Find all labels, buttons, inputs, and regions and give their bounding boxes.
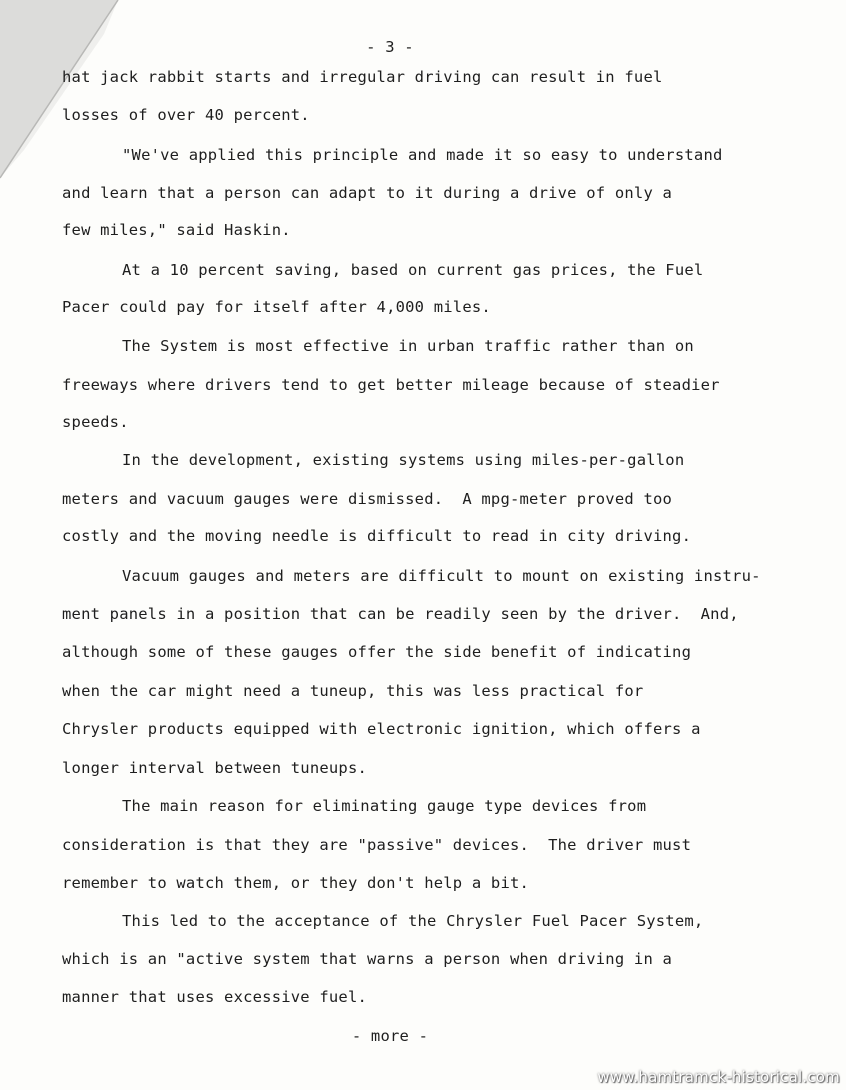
- more-footer: - more -: [351, 1027, 429, 1045]
- text-line: few miles," said Haskin.: [62, 221, 291, 239]
- text-line: which is an "active system that warns a person when driving in a: [62, 950, 673, 968]
- page-number: - 3 -: [366, 38, 414, 56]
- text-line: "We've applied this principle and made it so easy to understand: [122, 146, 723, 164]
- text-line: The System is most effective in urban traffic rather than on: [122, 337, 694, 355]
- text-line: In the development, existing systems using miles-per-gallon: [122, 451, 685, 469]
- text-line: remember to watch them, or they don't help a bit.: [62, 874, 530, 892]
- text-line: At a 10 percent saving, based on current gas prices, the Fuel: [122, 261, 704, 279]
- text-line: The main reason for eliminating gauge type devices from: [122, 797, 647, 815]
- text-line: longer interval between tuneups.: [62, 759, 368, 777]
- text-line: losses of over 40 percent.: [62, 106, 310, 124]
- text-line: costly and the moving needle is difficult to read in city driving.: [62, 527, 692, 545]
- text-line: although some of these gauges offer the side benefit of indicating: [62, 643, 692, 661]
- text-line: manner that uses excessive fuel.: [62, 988, 368, 1006]
- text-line: Vacuum gauges and meters are difficult to mount on existing instru-: [122, 567, 761, 585]
- text-line: ment panels in a position that can be readily seen by the driver. And,: [62, 605, 739, 623]
- text-line: Pacer could pay for itself after 4,000 miles.: [62, 298, 491, 316]
- text-line: consideration is that they are "passive" devices. The driver must: [62, 836, 692, 854]
- site-watermark: www.hamtramck-historical.com: [597, 1068, 840, 1086]
- text-line: and learn that a person can adapt to it during a drive of only a: [62, 184, 673, 202]
- text-line: Chrysler products equipped with electronic ignition, which offers a: [62, 720, 701, 738]
- text-line: hat jack rabbit starts and irregular driving can result in fuel: [62, 68, 663, 86]
- text-line: This led to the acceptance of the Chrysler Fuel Pacer System,: [122, 912, 704, 930]
- text-line: when the car might need a tuneup, this was less practical for: [62, 682, 644, 700]
- text-line: speeds.: [62, 413, 129, 431]
- text-line: meters and vacuum gauges were dismissed. A mpg-meter proved too: [62, 490, 673, 508]
- text-line: freeways where drivers tend to get better mileage because of steadier: [62, 376, 720, 394]
